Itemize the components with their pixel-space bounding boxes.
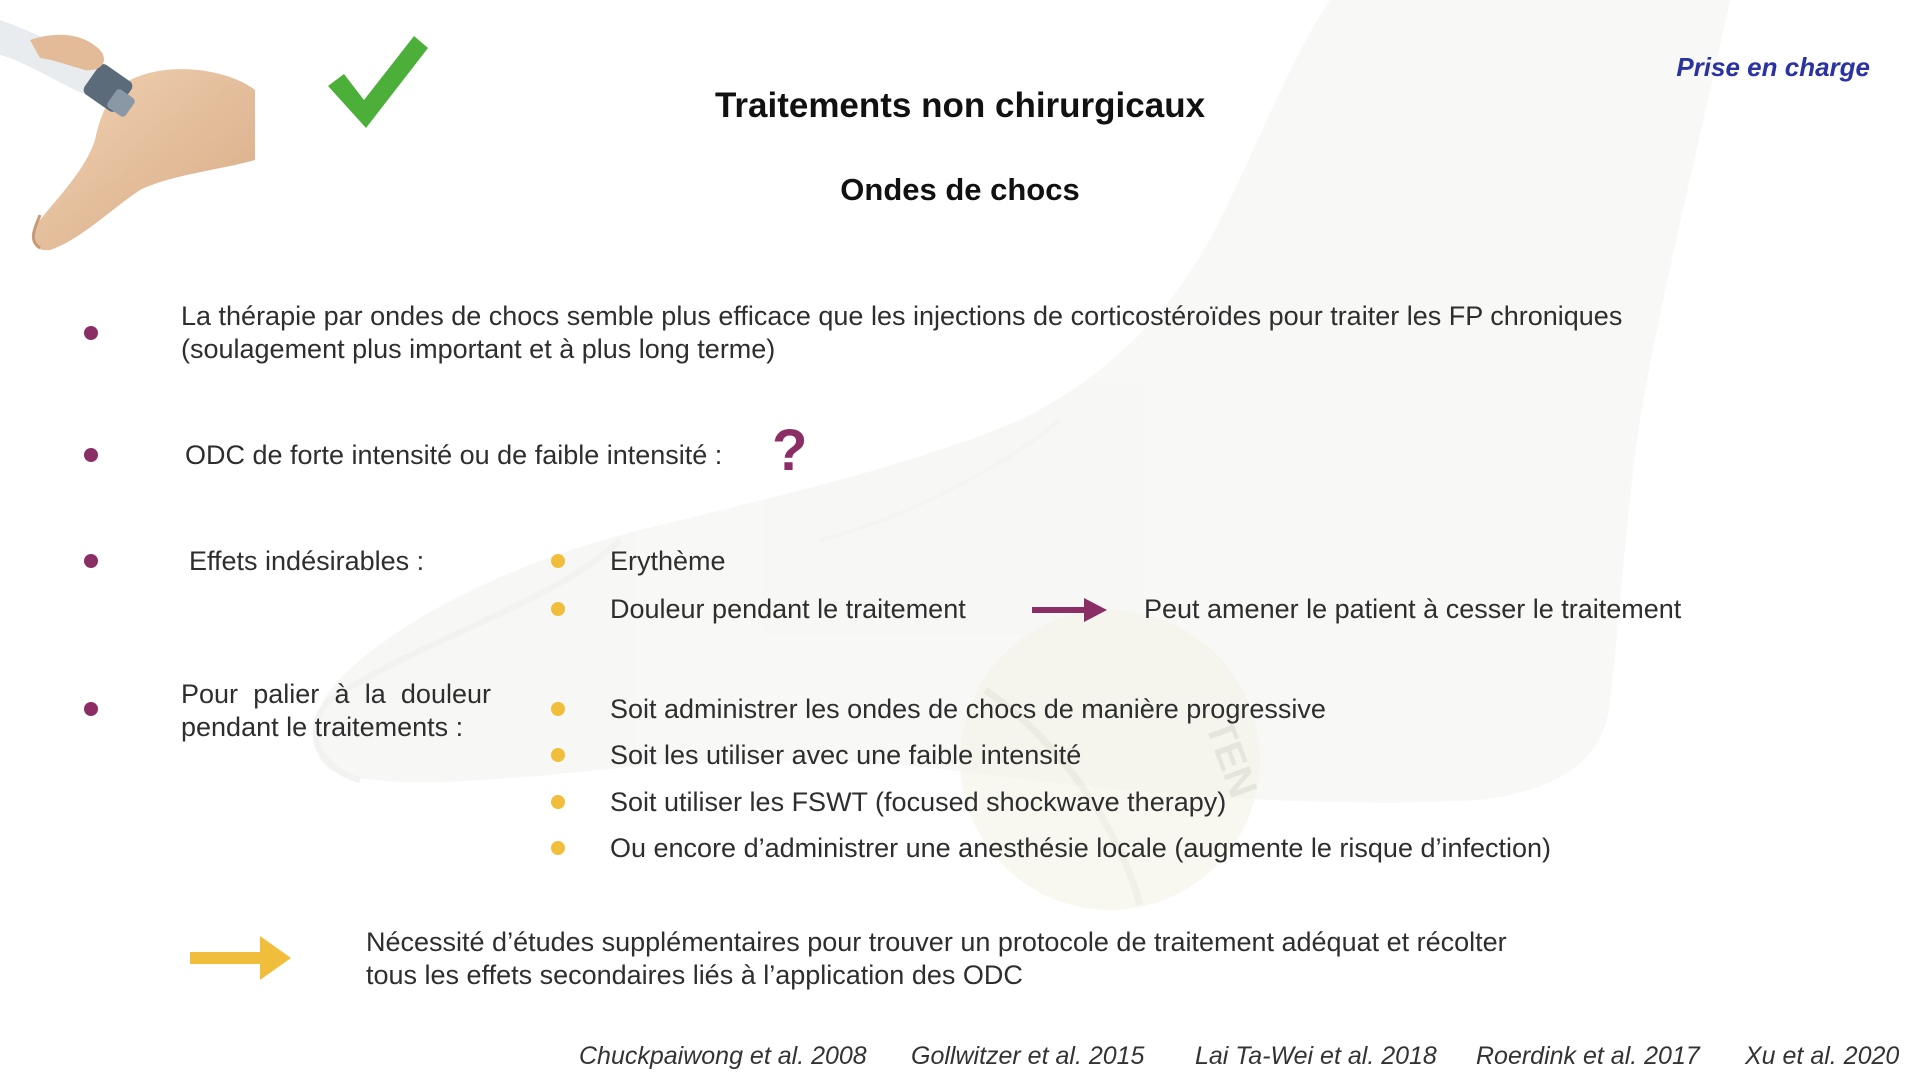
bullet-efficacy xyxy=(181,300,1741,366)
bullet-intensity: ODC de forte intensité ou de faible intensité : xyxy=(185,440,723,470)
question-mark-icon: ? xyxy=(772,418,808,483)
pain-option-item: Ou encore d’administrer une anesthésie locale (augmente le risque d’infection) xyxy=(610,833,1552,863)
sub-bullet-dot xyxy=(551,702,565,716)
section-label: Prise en charge xyxy=(1676,52,1870,82)
reference-citation: Xu et al. 2020 xyxy=(1745,1042,1900,1070)
conclusion-line1: Nécessité d’études supplémentaires pour trouver un protocole de traitement adéquat et récolter xyxy=(366,927,1507,957)
side-effect-consequence: Peut amener le patient à cesser le traitement xyxy=(1144,594,1682,624)
bullet-dot xyxy=(84,554,98,568)
sub-bullet-dot xyxy=(551,602,565,616)
bullet-side-effects-label: Effets indésirables : xyxy=(189,546,425,576)
pain-option-item: Soit administrer les ondes de chocs de manière progressive xyxy=(610,694,1326,724)
shockwave-device-on-foot-photo xyxy=(0,0,260,262)
sub-bullet-dot xyxy=(551,554,565,568)
bullet-efficacy-line1: La thérapie par ondes de chocs semble plus efficace que les injections de corticostéroïdes pour traiter les FP chroniques xyxy=(181,301,1623,331)
pain-label-line2: pendant le traitements : xyxy=(181,712,464,742)
page-title: Traitements non chirurgicaux xyxy=(714,86,1206,125)
bullet-pain-management-label xyxy=(181,678,491,744)
bullet-dot xyxy=(84,702,98,716)
svg-text:TEN: TEN xyxy=(1196,713,1266,804)
sub-bullet-dot xyxy=(551,748,565,762)
side-effect-item: Erythème xyxy=(610,546,726,576)
pain-option-item: Soit utiliser les FSWT (focused shockwave therapy) xyxy=(610,787,1227,817)
conclusion-text xyxy=(366,926,1786,992)
conclusion-arrow-icon xyxy=(190,936,292,980)
reference-citation: Lai Ta-Wei et al. 2018 xyxy=(1195,1042,1437,1070)
sub-bullet-dot xyxy=(551,841,565,855)
bullet-dot xyxy=(84,448,98,462)
bullet-efficacy-line2: (soulagement plus important et à plus long terme) xyxy=(181,334,776,364)
side-effect-item: Douleur pendant le traitement xyxy=(610,594,966,624)
pain-option-item: Soit les utiliser avec une faible intensité xyxy=(610,740,1082,770)
reference-citation: Gollwitzer et al. 2015 xyxy=(911,1042,1145,1070)
conclusion-line2: tous les effets secondaires liés à l’application des ODC xyxy=(366,960,1023,990)
page-subtitle: Ondes de chocs xyxy=(840,172,1080,207)
reference-citation: Roerdink et al. 2017 xyxy=(1476,1042,1700,1070)
arrow-right-icon xyxy=(1032,597,1108,623)
bullet-dot xyxy=(84,326,98,340)
reference-citation: Chuckpaiwong et al. 2008 xyxy=(579,1042,867,1070)
pain-label-line1: Pour palier à la douleur xyxy=(181,679,491,709)
sub-bullet-dot xyxy=(551,795,565,809)
